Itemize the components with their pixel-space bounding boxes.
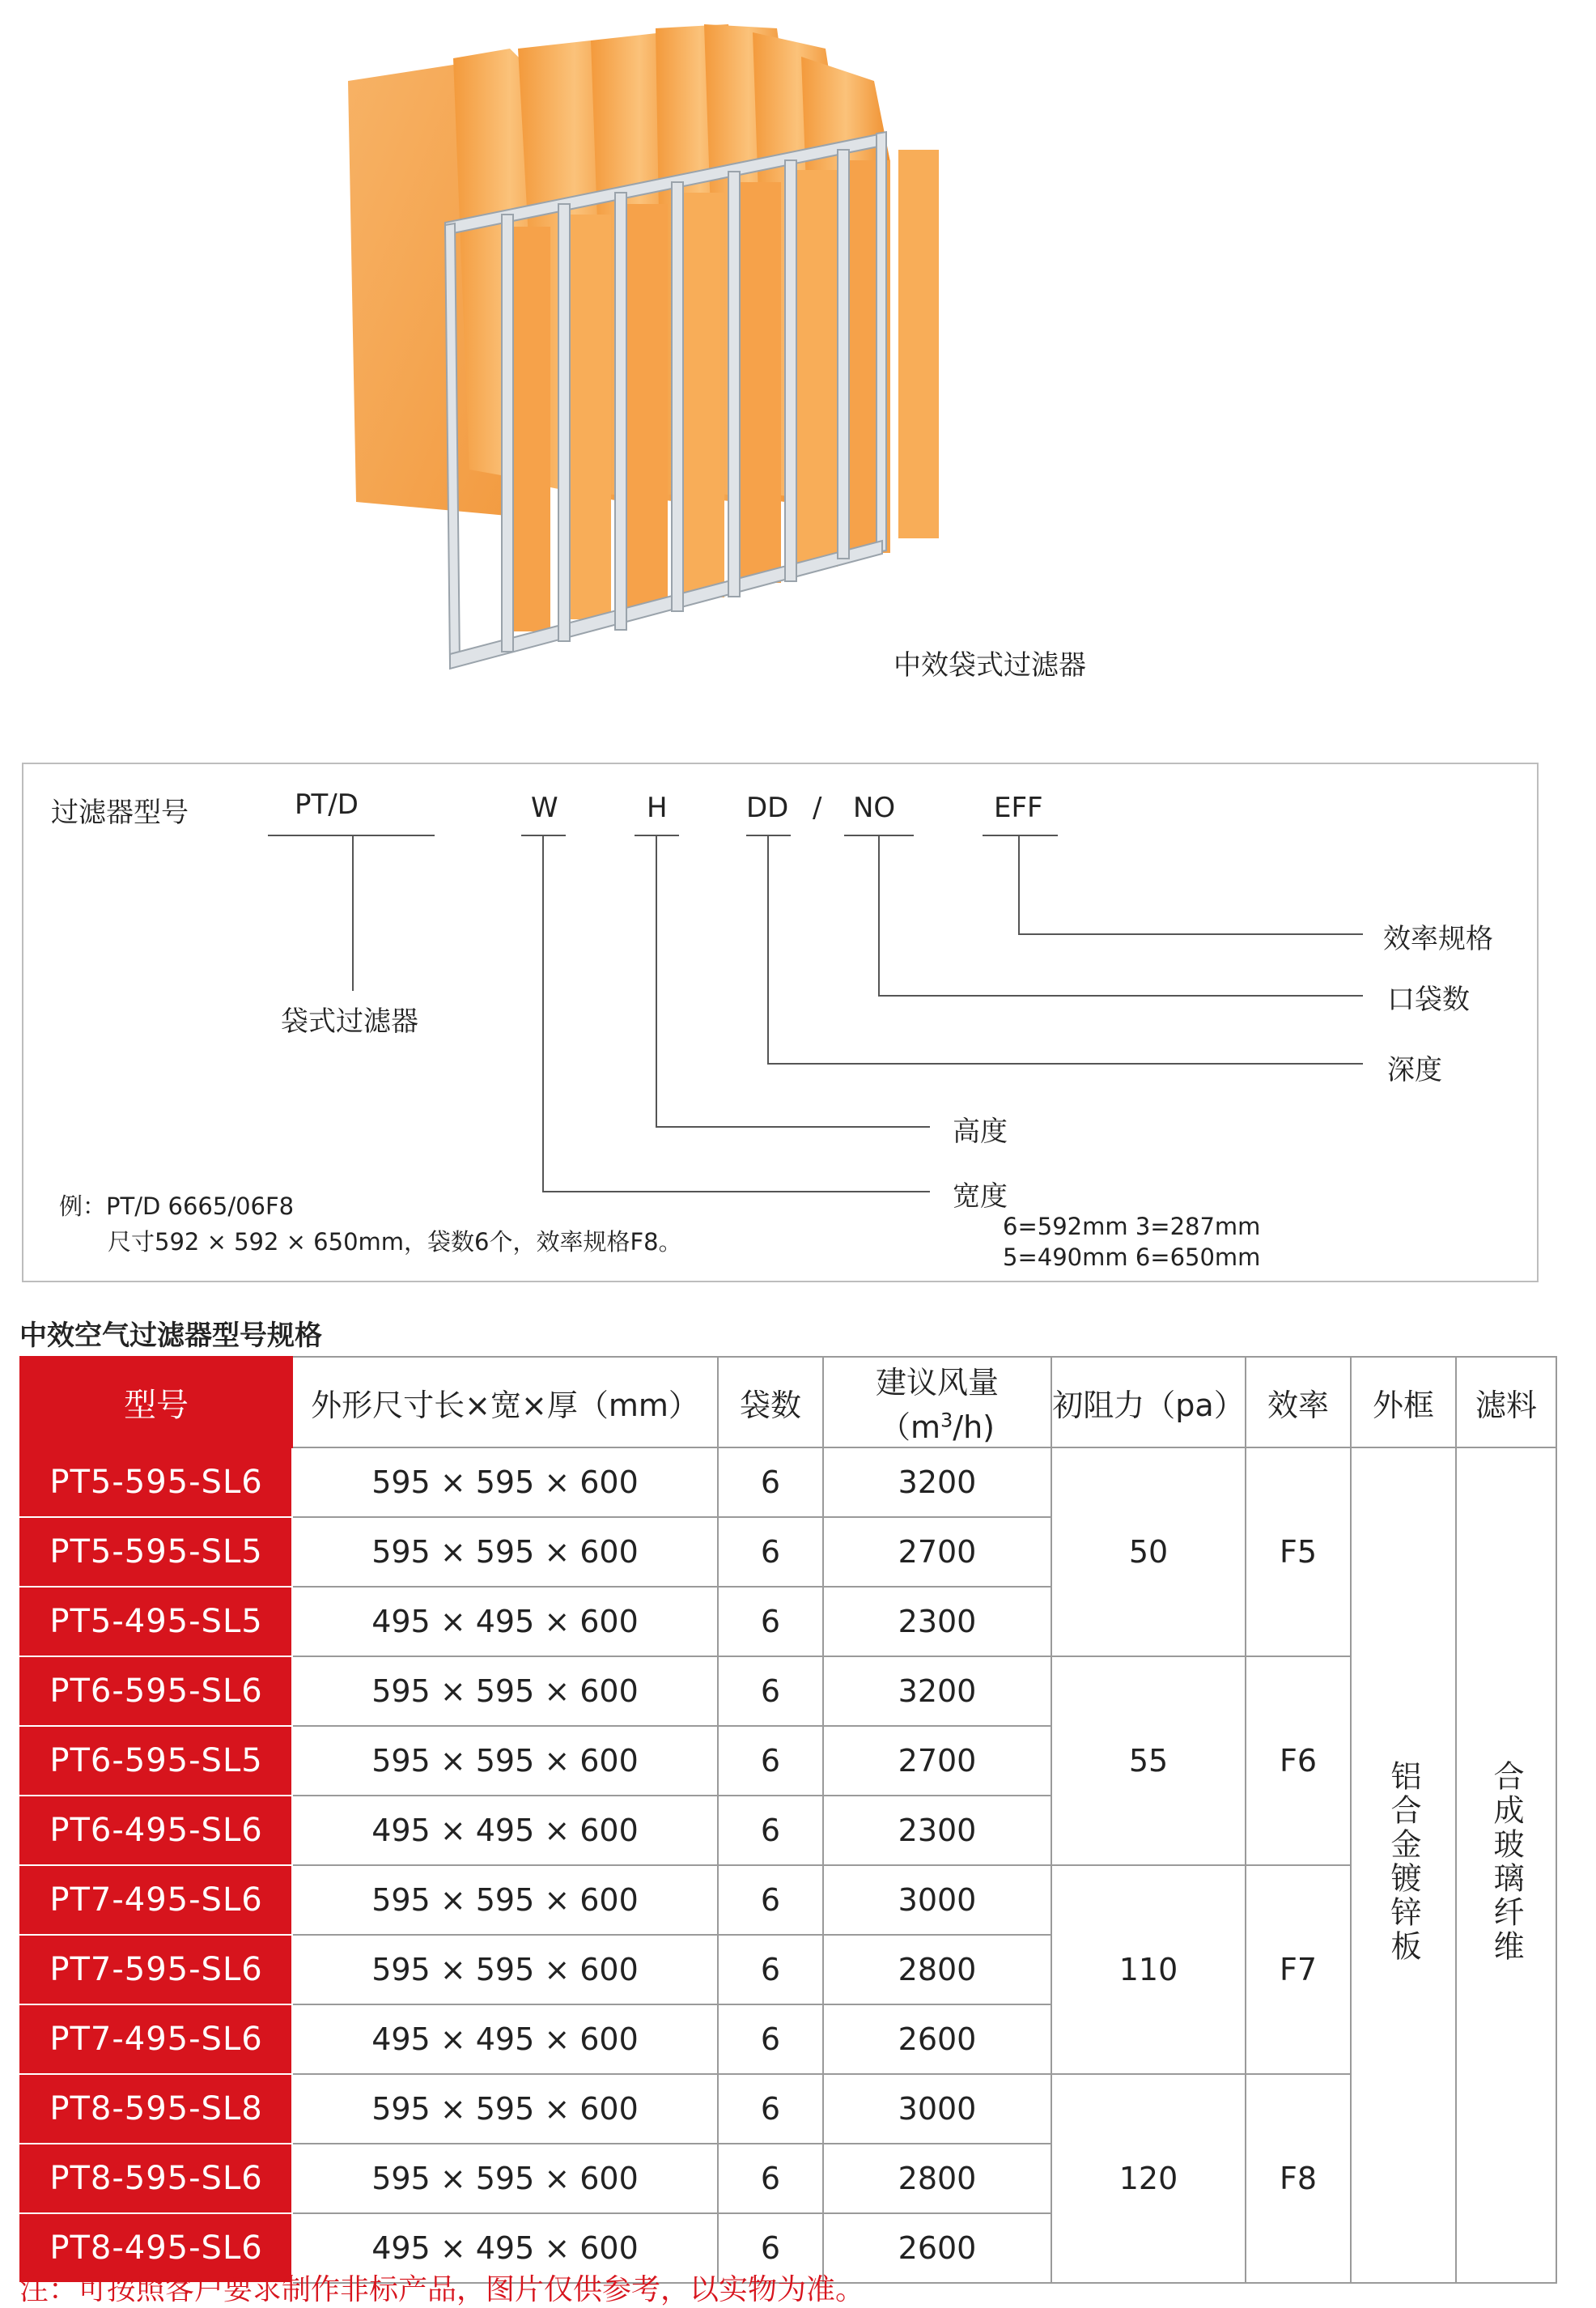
dims-line-1: 6=592mm 3=287mm bbox=[1003, 1213, 1261, 1240]
cell-model: PT6-495-SL6 bbox=[20, 1796, 292, 1865]
cell-size: 595 × 595 × 600 bbox=[292, 2074, 718, 2144]
example-line-2: 尺寸592 × 592 × 650mm，袋数6个，效率规格F8。 bbox=[108, 1228, 682, 1256]
table-title: 中效空气过滤器型号规格 bbox=[19, 1320, 322, 1352]
cell-model: PT6-595-SL5 bbox=[20, 1726, 292, 1796]
cell-airflow: 2700 bbox=[823, 1726, 1051, 1796]
model-code-diagram bbox=[22, 763, 1539, 1282]
meaning-efficiency: 效率规格 bbox=[1383, 923, 1493, 955]
filter-bags bbox=[348, 24, 939, 631]
cell-airflow: 3000 bbox=[823, 1865, 1051, 1935]
cell-model: PT8-495-SL6 bbox=[20, 2213, 292, 2283]
cell-resistance: 50 bbox=[1051, 1447, 1246, 1656]
cell-size: 595 × 595 × 600 bbox=[292, 1865, 718, 1935]
cell-model: PT7-595-SL6 bbox=[20, 1935, 292, 2004]
cell-airflow: 3200 bbox=[823, 1656, 1051, 1726]
cell-size: 495 × 495 × 600 bbox=[292, 2004, 718, 2074]
header-size: 外形尺寸长×宽×厚（mm） bbox=[292, 1357, 718, 1447]
cell-size: 595 × 595 × 600 bbox=[292, 1517, 718, 1587]
header-efficiency: 效率 bbox=[1246, 1357, 1351, 1447]
cell-model: PT8-595-SL6 bbox=[20, 2144, 292, 2213]
cell-resistance: 55 bbox=[1051, 1656, 1246, 1865]
cell-resistance: 110 bbox=[1051, 1865, 1246, 2074]
cell-bags: 6 bbox=[718, 1447, 823, 1517]
code-seg-w: W bbox=[531, 792, 558, 824]
cell-model: PT5-595-SL6 bbox=[20, 1447, 292, 1517]
cell-size: 595 × 595 × 600 bbox=[292, 1726, 718, 1796]
cell-efficiency: F5 bbox=[1246, 1447, 1351, 1656]
cell-filter-media: 合成玻璃纤维 bbox=[1456, 1447, 1556, 2283]
cell-bags: 6 bbox=[718, 1726, 823, 1796]
cell-efficiency: F7 bbox=[1246, 1865, 1351, 2074]
header-media: 滤料 bbox=[1456, 1357, 1556, 1447]
cell-airflow: 3200 bbox=[823, 1447, 1051, 1517]
cell-bags: 6 bbox=[718, 1517, 823, 1587]
code-seg-no: NO bbox=[853, 792, 896, 824]
cell-bags: 6 bbox=[718, 1587, 823, 1656]
code-seg-eff: EFF bbox=[994, 792, 1043, 824]
cell-bags: 6 bbox=[718, 1865, 823, 1935]
bag-filter-product-image bbox=[324, 16, 1052, 696]
example-line-1: 例：PT/D 6665/06F8 bbox=[59, 1192, 295, 1220]
cell-airflow: 2300 bbox=[823, 1587, 1051, 1656]
cell-airflow: 2700 bbox=[823, 1517, 1051, 1587]
cell-size: 595 × 595 × 600 bbox=[292, 2144, 718, 2213]
cell-bags: 6 bbox=[718, 2144, 823, 2213]
cell-bags: 6 bbox=[718, 2074, 823, 2144]
cell-size: 595 × 595 × 600 bbox=[292, 1935, 718, 2004]
cell-model: PT7-495-SL6 bbox=[20, 2004, 292, 2074]
cell-efficiency: F6 bbox=[1246, 1656, 1351, 1865]
meaning-height: 高度 bbox=[953, 1116, 1008, 1148]
table-row bbox=[20, 1447, 1556, 1517]
code-seg-slash: / bbox=[813, 792, 822, 824]
cell-bags: 6 bbox=[718, 1656, 823, 1726]
cell-efficiency: F8 bbox=[1246, 2074, 1351, 2283]
spec-table bbox=[19, 1356, 1557, 2284]
table-row bbox=[20, 2074, 1556, 2144]
code-label: 过滤器型号 bbox=[51, 797, 189, 829]
cell-airflow: 2300 bbox=[823, 1796, 1051, 1865]
cell-size: 595 × 595 × 600 bbox=[292, 1656, 718, 1726]
cell-airflow: 3000 bbox=[823, 2074, 1051, 2144]
code-seg-ptd: PT/D bbox=[295, 788, 359, 821]
cell-size: 595 × 595 × 600 bbox=[292, 1447, 718, 1517]
product-caption: 中效袋式过滤器 bbox=[894, 649, 1086, 682]
cell-model: PT8-595-SL8 bbox=[20, 2074, 292, 2144]
meaning-pocket-count: 口袋数 bbox=[1387, 984, 1470, 1016]
meaning-width: 宽度 bbox=[953, 1180, 1008, 1213]
cell-airflow: 2800 bbox=[823, 2144, 1051, 2213]
footer-note: 注：可按照客户要求制作非标产品，图片仅供参考，以实物为准。 bbox=[19, 2273, 865, 2306]
header-resistance: 初阻力（pa） bbox=[1051, 1357, 1246, 1447]
code-seg-dd: DD bbox=[746, 792, 789, 824]
cell-bags: 6 bbox=[718, 2213, 823, 2283]
header-bags: 袋数 bbox=[718, 1357, 823, 1447]
meaning-depth: 深度 bbox=[1387, 1054, 1442, 1086]
cell-model: PT5-495-SL5 bbox=[20, 1587, 292, 1656]
cell-model: PT7-495-SL6 bbox=[20, 1865, 292, 1935]
cell-size: 495 × 495 × 600 bbox=[292, 2213, 718, 2283]
cell-size: 495 × 495 × 600 bbox=[292, 1796, 718, 1865]
cell-bags: 6 bbox=[718, 1935, 823, 2004]
cell-frame-material: 铝合金镀锌板 bbox=[1351, 1447, 1456, 2283]
header-frame: 外框 bbox=[1351, 1357, 1456, 1447]
header-airflow: 建议风量$(m^3/h)$ bbox=[823, 1357, 1051, 1447]
cell-airflow: 2600 bbox=[823, 2004, 1051, 2074]
cell-model: PT5-595-SL5 bbox=[20, 1517, 292, 1587]
cell-airflow: 2800 bbox=[823, 1935, 1051, 2004]
table-row bbox=[20, 1656, 1556, 1726]
table-header-row bbox=[20, 1357, 1556, 1447]
table-row bbox=[20, 1865, 1556, 1935]
cell-airflow: 2600 bbox=[823, 2213, 1051, 2283]
cell-bags: 6 bbox=[718, 1796, 823, 1865]
cell-model: PT6-595-SL6 bbox=[20, 1656, 292, 1726]
cell-resistance: 120 bbox=[1051, 2074, 1246, 2283]
header-model: 型号 bbox=[20, 1357, 292, 1447]
cell-size: 495 × 495 × 600 bbox=[292, 1587, 718, 1656]
dims-line-2: 5=490mm 6=650mm bbox=[1003, 1243, 1261, 1271]
code-seg-h: H bbox=[647, 792, 668, 824]
cell-bags: 6 bbox=[718, 2004, 823, 2074]
meaning-bag-filter: 袋式过滤器 bbox=[281, 1005, 418, 1038]
